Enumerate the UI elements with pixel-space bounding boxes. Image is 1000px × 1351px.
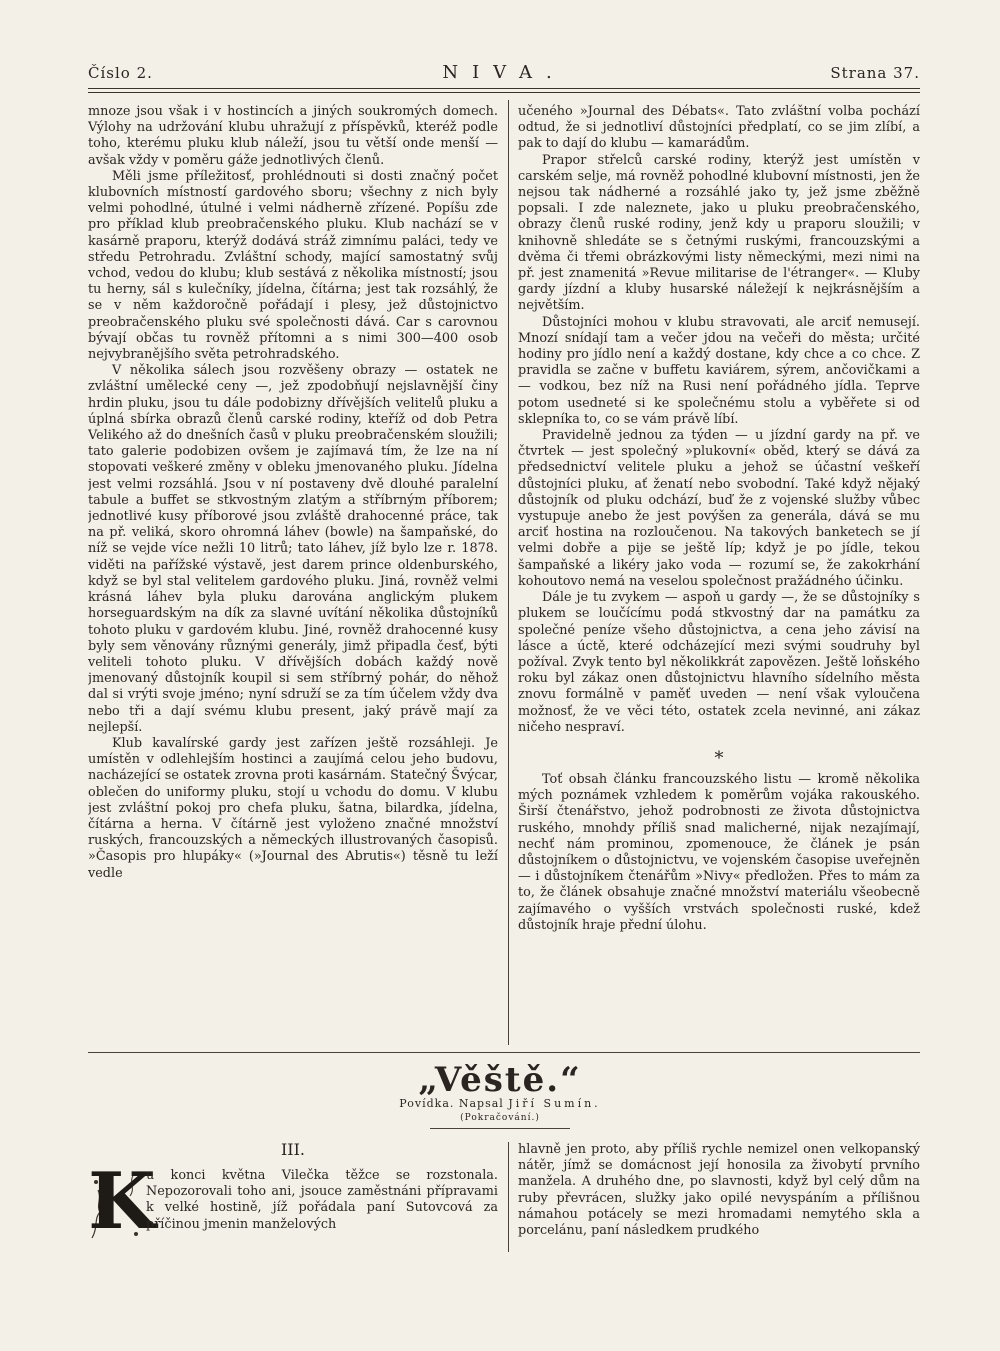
- paragraph: V několika sálech jsou rozvěšeny obrazy — ostatek ne zvláštní umělecké ceny —, jež zpodobňují nejslavnější činy hrdin pluku, jsou tu dále podobizny dřívějších velitelů pluku a úplná sbírka obrazů členů carské rodiny, kteříž od dob Petra Velikého až do dnešních časů v pluku preobračenském sloužili; tato galerie podobizen ovšem je zajímavá tím, že lze na ní stopovati veškeré změny v obleku jmenovaného pluku. Jídelna jest velmi rozsáhlá. Jsou v ní postaveny dvě dlouhé paralelní tabule a buffet se stkvostným zlatým a stříbrným příborem; jednotlivé kusy příborové jsou zvláště drahocenné práce, tak na př. veliká, skoro ohromná láhev (bowle) na šampaňské, do níž se vejde více nežli 10 litrů; tato láhev, jíž bylo lze r. 1878. viděti na pařížské výstavě, jest darem prince oldenburského, když se byl stal velitelem gardového pluku. Jiná, rovněž velmi krásná láhev byla pluku darována anglickým plukem horseguardským na dík za slavné uvítání několika důstojníků tohoto pluku v gardovém klubu. Jiné, rovněž drahocenné kusy byly sem věnovány různými generály, jimž připadla česť, býti veliteli tohoto pluku. V dřívějších dobách každý nově jmenovaný důstojník koupil si sem stříbrný pohár, do něhož dal si vrýti svoje jméno; nyní sdruží se za tím účelem vždy dva nebo tři a dají svému klubu present, jaký právě mají za nejlepší.: [88, 363, 498, 735]
- story-author: Jiří Sumín.: [508, 1097, 601, 1110]
- issue-number: Číslo 2.: [88, 64, 153, 82]
- section-separator: *: [714, 747, 724, 769]
- paragraph: Toť obsah článku francouzského listu — kromě několika mých poznámek vzhledem k poměrům vojáka rakouského. Širší čtenářstvo, jehož podrobnosti ze života důstojnictva ruského, mnohdy příliš snad malicherné, nijak nezajímají, nechť nám prominou, zpomenouce, že článek je psán důstojníkem o důstojnictvu, ve vojenském časopise uveřejněn — i důstojníkem čtenářům »Nivy« předložen. Přes to mám za to, že článek obsahuje značné množství materiálu všeobecně zajímavého o vyšších vrstvách společnosti ruské, kdež důstojník hraje přední úlohu.: [518, 771, 920, 933]
- header-rule: [88, 88, 920, 93]
- paragraph: Měli jsme příležitosť, prohlédnouti si dosti značný počet klubovních místností gardového sboru; všechny z nich byly velmi pohodlné, útulné i velmi nádherně zřízené. Popíšu zde pro příklad klub preobračenského pluku. Klub nachází se v kasárně praporu, kterýž dodává stráž zimnímu paláci, tedy ve středu Petrohradu. Zvláštní schody, mající samostatný svůj vchod, vedou do klubu; klub sestává z několika místností; jsou tu herny, sál s kulečníky, jídelna, čítárna; jest tak rozsáhlý, že se v něm každoročně pořádají i plesy, jež důstojnictvo preobračenského pluku své společnosti dává. Car s carovnou bývají občas tu rovněž přítomni a s nimi 300—400 osob nejvybranějšího světa petrohradského.: [88, 168, 498, 363]
- paragraph: Dále je tu zvykem — aspoň u gardy —, že se důstojníky s plukem se loučícímu podá stkvostný dar na památku za společné peníze všeho důstojnictva, a cena jeho závisí na lásce a úctě, které odcházející mezi svými soudruhy byl požíval. Zvyk tento byl několikkrát zapovězen. Ještě loňského roku byl zákaz onen důstojnictvu hlavního sídelního města znovu formálně v paměť uveden — není však vyloučena možnosť, že ve věci této, ostatek zcela nevinné, ani zákaz ničeho nespraví.: [518, 590, 920, 735]
- drop-cap-letter: K: [88, 1156, 156, 1247]
- paragraph: Důstojníci mohou v klubu stravovati, ale arciť nemusejí. Mnozí snídají tam a večer jdou na večeři do města; určité hodiny pro jídlo není a každý dostane, kdy chce a co chce. Z pravidla se začne v buffetu kaviárem, sýrem, ančovičkami a — vodkou, bez níž na Rusi není pořádného jídla. Teprve potom usedneté si ke společnému stolu a vyběřete si od sklepníka to, co se vám právě líbí.: [518, 314, 920, 427]
- story-column-divider: [508, 1142, 509, 1252]
- column-divider: [508, 100, 509, 1045]
- drop-cap: [88, 1156, 156, 1247]
- page-number: Strana 37.: [830, 64, 920, 82]
- paragraph: Prapor střelců carské rodiny, kterýž jest umístěn v carském selje, má rovněž pohodlné klubovní místnosti, jen že nejsou tak nádherné a rozsáhlé jako ty, jež jsme zběžně popsali. I zde naleznete, jako u pluku preobračenského, obrazy členů ruské rodiny, jenž kdy u praporu sloužili; v knihovně shledáte se s četnými ruskými, francouzskými a dvěma či třemi obrázkovými listy německými, mezi nimi na př. jest znamenitá »Revue militarise de l'étranger«. — Kluby gardy jízdní a kluby husarské náležejí k nejkrásnějším a největším.: [518, 152, 920, 314]
- story-paragraph: u konci května Vilečka těžce se rozstonala. Nepozorovali toho ani, jsouce zaměstnáni přípravami k velké hostině, jíž pořádala paní Sutovcová za příčinou jmenin manželových: [146, 1168, 498, 1232]
- continuation-note: (Pokračování.): [460, 1113, 540, 1123]
- story-paragraph: hlavně jen proto, aby příliš rychle nemizel onen velkopanský nátěr, jímž se domácnost její honosila za živobytí prvního manžela. A druhého dne, po slavnosti, když byl celý dům na ruby převrácen, služky jako opilé nevyspáním a přílišnou námahou potácely se mezi hromadami nemytého skla a porcelánu, paní následkem prudkého: [518, 1142, 920, 1239]
- paragraph: Pravidelně jednou za týden — u jízdní gardy na př. ve čtvrtek — jest společný »plukovní« oběd, který se dává za předsednictví velitele pluku a jehož se účastní veškeří důstojníci pluku, ať ženatí nebo svobodní. Také když nějaký důstojník od pluku odchází, buď že z vojenské služby vůbec vystupuje anebo že jest povýšen za generála, dává se mu arciť hostina na rozloučenou. Na takových banketech se jí velmi dobře a pije se ještě líp; když je po jídle, tekou šampaňské a likéry jako voda — rozumí se, že zakokrhání kohoutovo nemá na veselou společnost pražádného účinku.: [518, 428, 920, 589]
- written-by: Napsal: [458, 1097, 504, 1110]
- title-rule: [430, 1128, 570, 1129]
- byline: [0, 1097, 1000, 1110]
- story-genre: Povídka.: [399, 1097, 455, 1110]
- journal-name: NIVA.: [442, 62, 566, 83]
- paragraph: mnoze jsou však i v hostincích a jiných soukromých domech. Výlohy na udržování klubu uhražují z příspěvků, kteréž podle toho, kterému pluku klub náleží, jsou tu větší onde menší — avšak vždy v poměru gáže jednotlivých členů.: [88, 104, 498, 168]
- story-title: „Věště.“: [418, 1060, 582, 1100]
- section-rule: [88, 1052, 920, 1053]
- running-head: [88, 62, 920, 84]
- story-right-column: [518, 1142, 920, 1252]
- paragraph: učeného »Journal des Débats«. Tato zvláštní volba pochází odtud, že si jednotliví důstojníci předplatí, co se jim zlíbí, a pak to dají do klubu — kamarádům.: [518, 104, 920, 152]
- chapter-number: III.: [280, 1140, 306, 1159]
- paragraph: Klub kavalírské gardy jest zařízen ještě rozsáhleji. Je umístěn v odlehlejším hostinci a zaujímá celou jeho budovu, nacházející se ostatek zrovna proti kasárnám. Statečný Švýcar, oblečen do uniformy pluku, stojí u vchodu do domu. V klubu jest zvláštní pokoj pro chefa pluku, šatna, bilardka, jídelna, čítárna a herna. V čítárně jest vyloženo značné množství ruských, francouzských a německých illustrovaných časopisů. »Časopis pro hlupáky« (»Journal des Abrutis«) těsně tu leží vedle: [88, 735, 498, 881]
- article-right-column: [518, 104, 920, 1049]
- story-left-column: [146, 1168, 498, 1250]
- article-left-column: [88, 104, 498, 1049]
